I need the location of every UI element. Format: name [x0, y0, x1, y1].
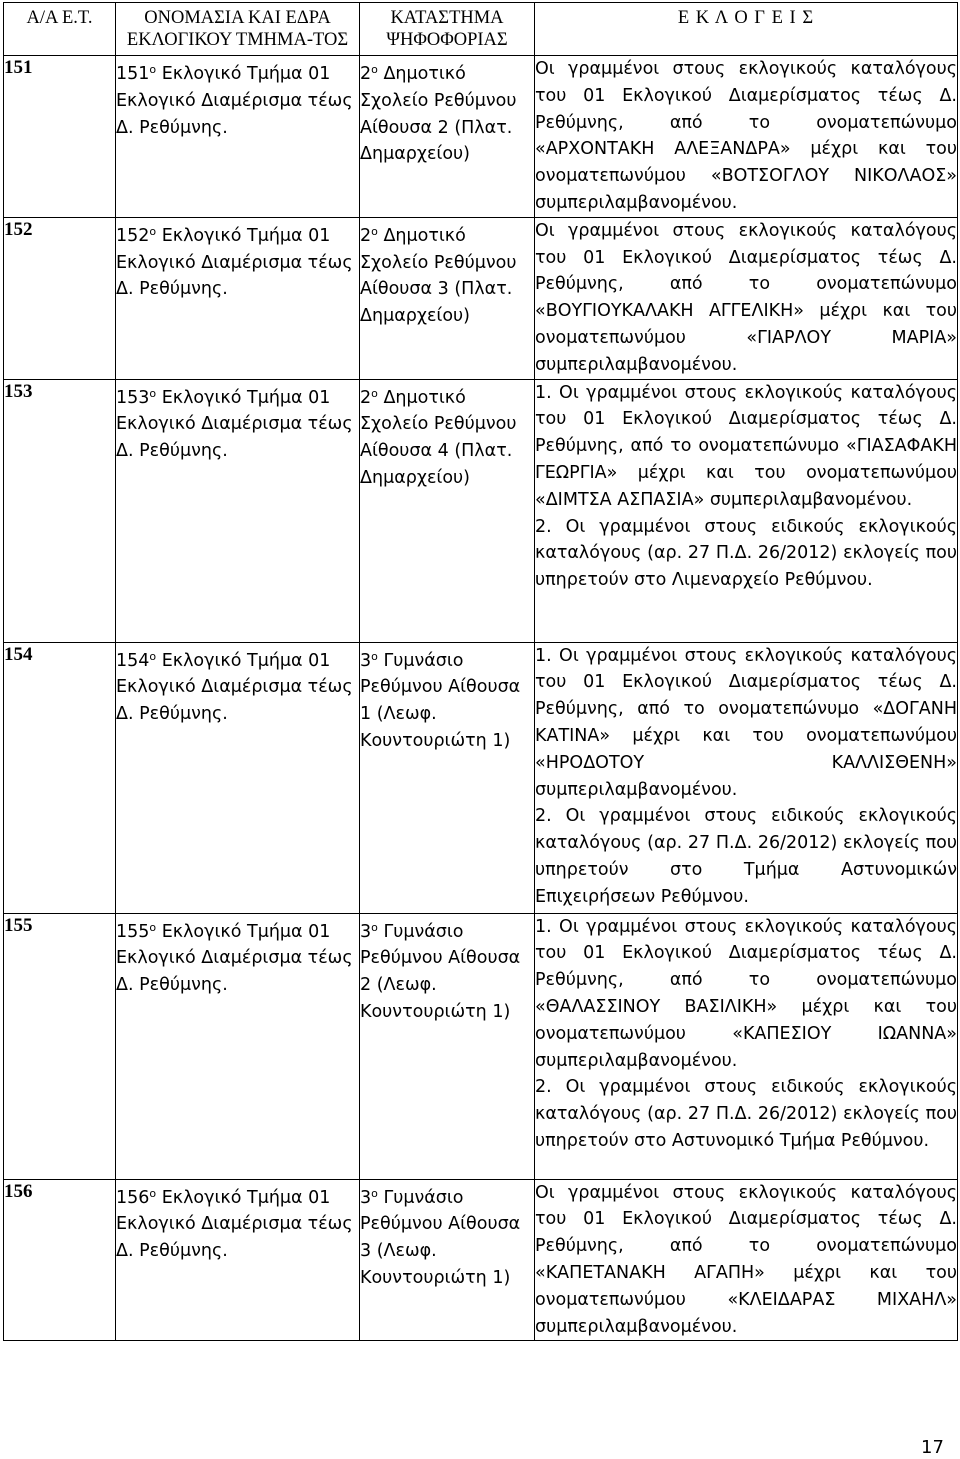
- selections-cell: [535, 217, 958, 379]
- polling-hall-cell: [360, 913, 535, 1179]
- section-name-cell: [116, 913, 360, 1179]
- polling-hall-cell: [360, 379, 535, 642]
- section-name: $152^o$ Εκλογικό Τμήμα 01 Εκλογικό Διαμέρισμα τέως Δ. Ρεθύμνης.: [116, 224, 353, 300]
- row-number: 155: [4, 913, 116, 1179]
- polling-hall-cell: [360, 217, 535, 379]
- selection-text: 2. Οι γραμμένοι στους ειδικούς εκλογικούς καταλόγους (αρ. 27 Π.Δ. 26/2012) εκλογείς που υπηρετούν στο Τμήμα Αστυνομικών Επιχειρήσεων Ρεθύμνου.: [535, 806, 957, 907]
- selection-text: Οι γραμμένοι στους εκλογικούς καταλόγους του 01 Εκλογικού Διαμερίσματος τέως Δ. Ρεθύμνης, από το ονοματεπώνυμο «ΑΡΧΟΝΤΑΚΗ ΑΛΕΞΑΝΔΡΑ» μέχρι και του ονοματεπωνύμου «ΒΟΤΣΟΓΛΟΥ ΝΙΚΟΛΑΟΣ» συμπεριλαμβανομένου.: [535, 59, 957, 213]
- selection-text: 2. Οι γραμμένοι στους ειδικούς εκλογικούς καταλόγους (αρ. 27 Π.Δ. 26/2012) εκλογείς που υπηρετούν στο Λιμεναρχείο Ρεθύμνου.: [535, 516, 957, 591]
- polling-hall: $3^o$ Γυμνάσιο Ρεθύμνου Αίθουσα 1 (Λεωφ. Κουντουριώτη 1): [360, 649, 521, 751]
- selections-cell: [535, 642, 958, 913]
- selection-text: Οι γραμμένοι στους εκλογικούς καταλόγους του 01 Εκλογικού Διαμερίσματος τέως Δ. Ρεθύμνης, από το ονοματεπώνυμο «ΒΟΥΓΙΟΥΚΑΛΑΚΗ ΑΓΓΕΛΙΚΗ» μέχρι και του ονοματεπωνύμου «ΓΙΑΡΛΟΥ ΜΑΡΙΑ» συμπεριλαμβανομένου.: [535, 220, 957, 375]
- table-row: [4, 379, 958, 642]
- polling-hall-cell: [360, 1179, 535, 1341]
- selections-cell: [535, 1179, 958, 1341]
- table-row: [4, 913, 958, 1179]
- section-name: $153^o$ Εκλογικό Τμήμα 01 Εκλογικό Διαμέρισμα τέως Δ. Ρεθύμνης.: [116, 386, 353, 462]
- section-name: $151^o$ Εκλογικό Τμήμα 01 Εκλογικό Διαμέρισμα τέως Δ. Ρεθύμνης.: [116, 63, 353, 138]
- section-name-cell: [116, 56, 360, 218]
- polling-hall: $2^o$ Δημοτικό Σχολείο Ρεθύμνου Αίθουσα 2 (Πλατ. Δημαρχείου): [360, 63, 517, 165]
- selection-text: 1. Οι γραμμένοι στους εκλογικούς καταλόγους του 01 Εκλογικού Διαμερίσματος τέως Δ. Ρεθύμνης, από το ονοματεπώνυμο «ΓΙΑΣΑΦΑΚΗ ΓΕΩΡΓΙΑ» μέχρι και του ονοματεπωνύμου «ΔΙΜΤΣΑ ΑΣΠΑΣΙΑ» συμπεριλαμβανομένου.: [535, 382, 957, 510]
- polling-hall: $3^o$ Γυμνάσιο Ρεθύμνου Αίθουσα 2 (Λεωφ. Κουντουριώτη 1): [360, 920, 521, 1022]
- row-number: 153: [4, 379, 116, 642]
- row-number: 151: [4, 56, 116, 218]
- section-name-cell: [116, 1179, 360, 1341]
- table-row: [4, 642, 958, 913]
- polling-hall: $2^o$ Δημοτικό Σχολείο Ρεθύμνου Αίθουσα 4 (Πλατ. Δημαρχείου): [360, 386, 517, 488]
- table-header-row: [4, 3, 958, 56]
- section-name-cell: [116, 642, 360, 913]
- selections-cell: [535, 379, 958, 642]
- header-selections: Ε Κ Λ Ο Γ Ε Ι Σ: [535, 3, 958, 56]
- selection-text: 1. Οι γραμμένοι στους εκλογικούς καταλόγους του 01 Εκλογικού Διαμερίσματος τέως Δ. Ρεθύμνης, από το ονοματεπώνυμο «ΘΑΛΑΣΣΙΝΟΥ ΒΑΣΙΛΙΚΗ» μέχρι και του ονοματεπωνύμου «ΚΑΠΕΣΙΟΥ ΙΩΑΝΝΑ» συμπεριλαμβανομένου.: [535, 916, 957, 1071]
- table-row: [4, 1179, 958, 1341]
- header-hall: ΚΑΤΑΣΤΗΜΑ ΨΗΦΟΦΟΡΙΑΣ: [360, 3, 535, 56]
- section-name: $154^o$ Εκλογικό Τμήμα 01 Εκλογικό Διαμέρισμα τέως Δ. Ρεθύμνης.: [116, 649, 353, 725]
- header-name: ΟΝΟΜΑΣΙΑ ΚΑΙ ΕΔΡΑ ΕΚΛΟΓΙΚΟΥ ΤΜΗΜΑ-ΤΟΣ: [116, 3, 360, 56]
- polling-hall-cell: [360, 642, 535, 913]
- selection-text: 1. Οι γραμμένοι στους εκλογικούς καταλόγους του 01 Εκλογικού Διαμερίσματος τέως Δ. Ρεθύμνης, από το ονοματεπώνυμο «ΔΟΓΑΝΗ ΚΑΤΙΝΑ» μέχρι και του ονοματεπωνύμου «ΗΡΟΔΟΤΟΥ ΚΑΛΛΙΣΘΕΝΗ» συμπεριλαμβανομένου.: [535, 645, 957, 800]
- polling-hall: $3^o$ Γυμνάσιο Ρεθύμνου Αίθουσα 3 (Λεωφ. Κουντουριώτη 1): [360, 1186, 521, 1288]
- row-number: 154: [4, 642, 116, 913]
- polling-stations-table: [3, 2, 958, 1341]
- polling-hall-cell: [360, 56, 535, 218]
- table-row: [4, 56, 958, 218]
- selections-cell: [535, 56, 958, 218]
- section-name-cell: [116, 379, 360, 642]
- section-name-cell: [116, 217, 360, 379]
- section-name: $156^o$ Εκλογικό Τμήμα 01 Εκλογικό Διαμέρισμα τέως Δ. Ρεθύμνης.: [116, 1186, 353, 1262]
- section-name: $155^o$ Εκλογικό Τμήμα 01 Εκλογικό Διαμέρισμα τέως Δ. Ρεθύμνης.: [116, 920, 353, 996]
- selection-text: Οι γραμμένοι στους εκλογικούς καταλόγους του 01 Εκλογικού Διαμερίσματος τέως Δ. Ρεθύμνης, από το ονοματεπώνυμο «ΚΑΠΕΤΑΝΑΚΗ ΑΓΑΠΗ» μέχρι και του ονοματεπωνύμου «ΚΛΕΙΔΑΡΑΣ ΜΙΧΑΗΛ» συμπεριλαμβανομένου.: [535, 1182, 957, 1337]
- selection-text: 2. Οι γραμμένοι στους ειδικούς εκλογικούς καταλόγους (αρ. 27 Π.Δ. 26/2012) εκλογείς που υπηρετούν στο Αστυνομικό Τμήμα Ρεθύμνου.: [535, 1077, 957, 1151]
- selections-cell: [535, 913, 958, 1179]
- polling-hall: $2^o$ Δημοτικό Σχολείο Ρεθύμνου Αίθουσα 3 (Πλατ. Δημαρχείου): [360, 224, 517, 327]
- row-number: 152: [4, 217, 116, 379]
- table-row: [4, 217, 958, 379]
- row-number: 156: [4, 1179, 116, 1341]
- header-aa: Α/Α Ε.Τ.: [4, 3, 116, 56]
- page-number: 17: [921, 1437, 944, 1458]
